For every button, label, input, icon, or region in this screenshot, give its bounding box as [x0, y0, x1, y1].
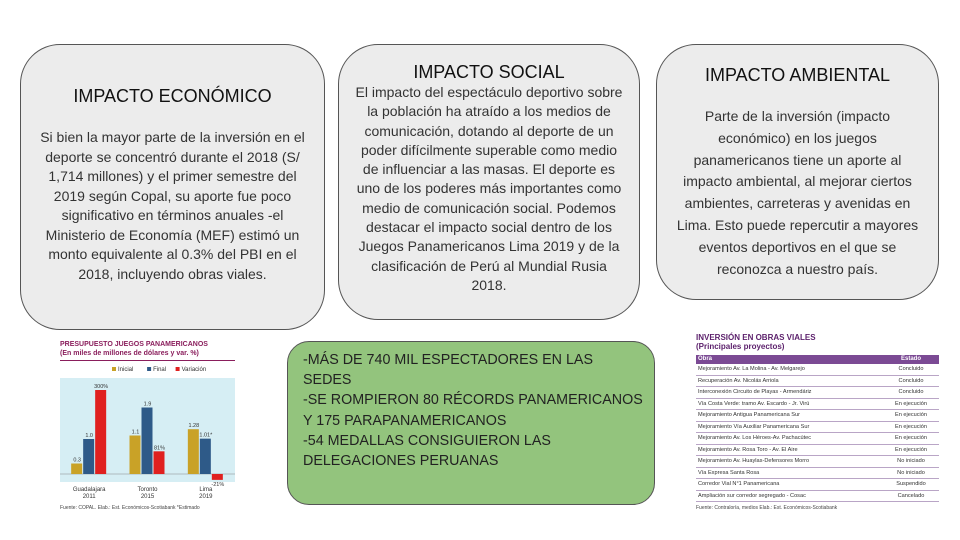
chart-title-block: [60, 340, 208, 358]
data-label: 1.01*: [199, 432, 213, 439]
chart-footer: Fuente: COPAL. Elab.: Est. Económicos-Scotiabank *Estimado: [60, 505, 200, 511]
data-label: 0.3: [73, 457, 81, 464]
data-label: -21%: [211, 481, 225, 488]
table-cell-obra: Corredor Vial N°1 Panamericana: [698, 481, 780, 487]
environmental-impact-body: Parte de la inversión (impacto económico) en los juegos panamericanos tiene un aporte al impacto ambiental, al mejorar ciertos ambientes, carreteras y avenidas en Lima. Esto puede repercutir a mayores eventos deportivos en el que se reconozca a nuestro país.: [676, 108, 919, 277]
road-works-table: [696, 333, 939, 511]
table-row: [696, 433, 939, 445]
data-label: 1.0: [85, 433, 93, 439]
legend-label: Inicial: [118, 367, 134, 373]
table-cell-obra: Vía Expresa Santa Rosa: [698, 469, 760, 476]
table-cell-obra: Ampliación sur corredor segregado - Cosac: [698, 492, 806, 499]
category-label: Guadalajara: [72, 487, 106, 493]
table-cell-obra: Mejoramiento Vía Auxiliar Panamericana Sur: [698, 423, 810, 430]
table-header-estado: Estado: [900, 356, 921, 362]
highlight-line: -MÁS DE 740 MIL ESPECTADORES EN LAS SEDES: [303, 352, 593, 389]
highlight-line: -SE ROMPIERON 80 RÉCORDS PANAMERICANOS Y 175 PARAPANAMERICANOS: [303, 392, 643, 429]
economic-impact-body: Si bien la mayor parte de la inversión en el deporte se concentró durante el 2018 (S/ 1,714 millones) y el primer semestre del 2019 según Copal, su aporte fue poco significativo en términos anuales -el Ministerio de Economía (MEF) estimó un monto equivalente al 0.3% del PBI en el 2018, incluyendo obras viales.: [40, 129, 305, 282]
bar: [212, 474, 223, 480]
table-cell-estado: En ejecución: [894, 423, 928, 430]
table-cell-estado: En ejecución: [894, 400, 928, 407]
table-row: [696, 445, 939, 457]
table-cell-estado: En ejecución: [894, 435, 928, 441]
social-impact-card: [338, 44, 640, 320]
table-title: INVERSIÓN EN OBRAS VIALES: [696, 333, 816, 342]
table-row: [696, 364, 939, 376]
table-row: [696, 387, 939, 399]
bar: [130, 436, 141, 475]
legend-swatch: [176, 367, 180, 371]
legend-swatch: [112, 367, 116, 371]
legend-label: Final: [153, 367, 167, 373]
chart-title-rule: [60, 360, 235, 361]
table-cell-obra: Mejoramiento Av. Rosa Toro - Av. El Aire: [698, 446, 798, 453]
bar: [71, 464, 82, 475]
highlight-line: -54 MEDALLAS CONSIGUIERON LAS DELEGACIONES PERUANAS: [303, 432, 551, 470]
social-impact-body: El impacto del espectáculo deportivo sobre la población ha atraído a los medios de comunicación, dotando al deporte de un poder difícilmente superable como medio de influenciar a las masas. El deporte es uno de los poderes más importantes como medio de comunicación social. Podemos destacar el impacto social dentro de los Juegos Panamericanos Lima 2019 y de la clasificación de Perú al Mundial Rusia 2018.: [355, 84, 623, 293]
legend-label: Variación: [181, 367, 207, 373]
table-subtitle: (Principales proyectos): [696, 342, 785, 351]
data-label: 81%: [153, 445, 166, 452]
table-row: [696, 376, 939, 388]
category-label: Toronto: [137, 487, 158, 493]
bar: [154, 451, 165, 474]
social-impact-title: IMPACTO SOCIAL: [413, 62, 565, 82]
table-row: [696, 479, 939, 491]
bar: [200, 439, 211, 474]
table-cell-obra: Mejoramiento Av. Huaylas-Defensores Morro: [698, 458, 810, 464]
table-cell-obra: Mejoramiento Av. Los Héroes-Av. Pachacútec: [698, 435, 812, 441]
chart-subtitle: (En miles de millones de dólares y var. %): [60, 350, 199, 357]
highlights-box: [287, 341, 655, 505]
table-body: [696, 364, 939, 502]
table-row: [696, 410, 939, 422]
bar: [188, 429, 199, 474]
environmental-impact-title: IMPACTO AMBIENTAL: [704, 65, 891, 85]
table-cell-estado: No iniciado: [897, 469, 925, 476]
bar: [142, 408, 153, 475]
table-row: [696, 422, 939, 434]
table-header-row: [696, 355, 939, 364]
table-row: [696, 491, 939, 503]
table-row: [696, 456, 939, 468]
data-label: 1.1: [131, 429, 140, 436]
legend-swatch: [147, 367, 151, 371]
table-cell-obra: Mejoramiento Av. La Molina - Av. Melgarejo: [698, 366, 805, 372]
bar: [83, 439, 94, 474]
table-cell-estado: En ejecución: [894, 412, 928, 418]
table-cell-estado: En ejecución: [894, 446, 928, 453]
table-cell-obra: Recuperación Av. Nicolás Arriola: [698, 377, 779, 384]
environmental-impact-card: [656, 44, 939, 300]
category-label: 2015: [140, 494, 155, 500]
table-cell-estado: No iniciado: [897, 458, 925, 464]
table-header-obra: Obra: [698, 356, 713, 362]
table-cell-obra: Vía Costa Verde: tramo Av. Escardo - Jr. Virú: [698, 400, 810, 407]
table-cell-estado: Cancelado: [897, 492, 925, 499]
table-cell-estado: Suspendido: [896, 481, 926, 487]
category-label: Lima: [199, 487, 213, 493]
chart-plot: [60, 362, 240, 507]
table-footer: Fuente: Contraloría, medios Elab.: Est. Económicos-Scotiabank: [696, 505, 838, 511]
budget-chart: [60, 340, 240, 520]
chart-title: PRESUPUESTO JUEGOS PANAMERICANOS: [60, 341, 208, 348]
table-cell-obra: Interconexión Circuito de Playas - Armendáriz: [698, 389, 812, 395]
table-cell-estado: Concluido: [898, 377, 924, 384]
table-cell-estado: Concluido: [898, 389, 924, 395]
data-label: 300%: [94, 384, 109, 390]
table-cell-obra: Mejoramiento Antigua Panamericana Sur: [698, 412, 800, 418]
table-cell-estado: Concluido: [898, 366, 924, 372]
bar: [95, 390, 106, 474]
table-row: [696, 399, 939, 411]
category-label: 2019: [199, 494, 213, 500]
table-row: [696, 468, 939, 480]
category-label: 2011: [82, 494, 96, 500]
data-label: 1.28: [188, 423, 200, 430]
economic-impact-title: IMPACTO ECONÓMICO: [73, 86, 272, 106]
data-label: 1.9: [143, 401, 152, 408]
economic-impact-card: [20, 44, 325, 330]
